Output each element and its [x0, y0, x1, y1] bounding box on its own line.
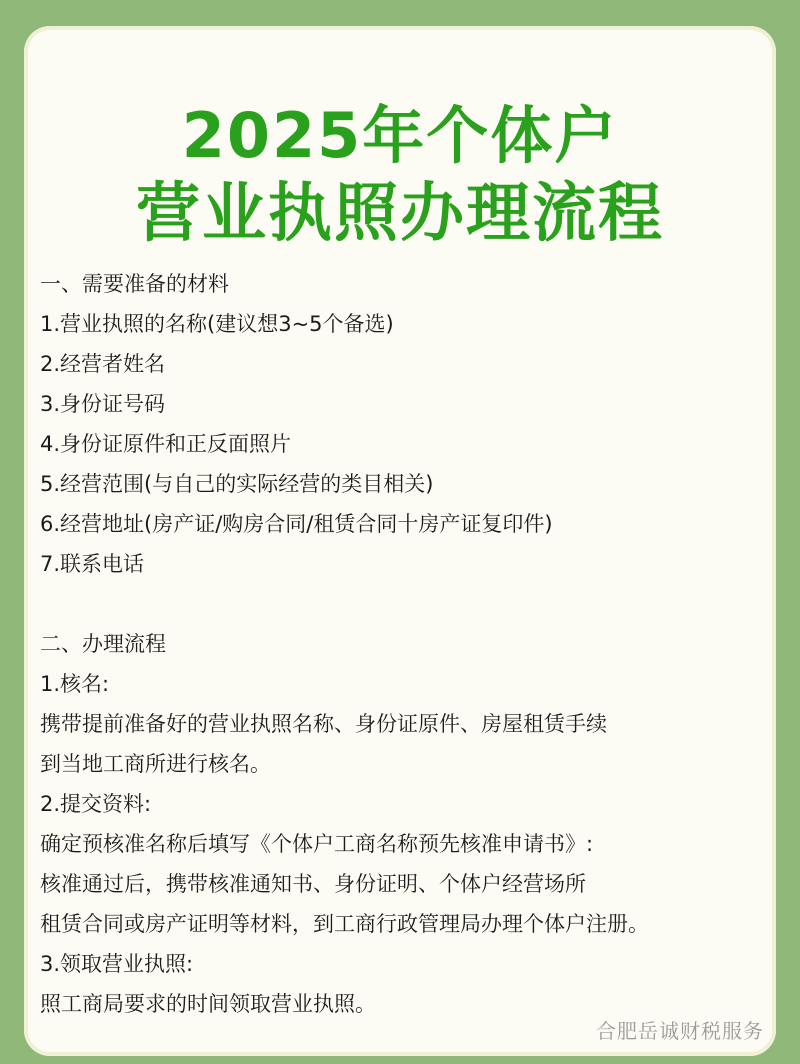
materials-item: 6.经营地址(房产证/购房合同/租赁合同十房产证复印件): [40, 512, 553, 536]
section-heading-process: 二、办理流程: [40, 632, 166, 656]
watermark-text: 合肥岳诚财税服务: [596, 1019, 764, 1043]
materials-item: 3.身份证号码: [40, 392, 166, 416]
page-title-line-2: 营业执照办理流程: [136, 177, 664, 251]
materials-item: 2.经营者姓名: [40, 352, 166, 376]
process-step-title: 2.提交资料:: [40, 792, 152, 816]
document-body: [40, 264, 780, 1024]
process-step-text: 确定预核准名称后填写《个体户工商名称预先核准申请书》:: [40, 832, 594, 856]
section-heading-materials: 一、需要准备的材料: [40, 272, 229, 296]
process-step-text: 核准通过后，携带核准通知书、身份证明、个体户经营场所: [40, 872, 586, 896]
process-step-text: 租赁合同或房产证明等材料，到工商行政管理局办理个体户注册。: [40, 912, 649, 936]
materials-item: 5.经营范围(与自己的实际经营的类目相关): [40, 472, 434, 496]
section-spacer: [40, 584, 780, 624]
process-step-title: 3.领取营业执照:: [40, 952, 194, 976]
materials-item: 1.营业执照的名称(建议想3~5个备选): [40, 312, 394, 336]
process-step-text: 到当地工商所进行核名。: [40, 752, 271, 776]
materials-item: 4.身份证原件和正反面照片: [40, 432, 292, 456]
process-step-text: 照工商局要求的时间领取营业执照。: [40, 992, 376, 1016]
page-title-line-1: 2025年个体户: [181, 99, 619, 172]
process-step-text: 携带提前准备好的营业执照名称、身份证原件、房屋租赁手续: [40, 712, 607, 736]
materials-item: 7.联系电话: [40, 552, 145, 576]
process-step-title: 1.核名:: [40, 672, 110, 696]
